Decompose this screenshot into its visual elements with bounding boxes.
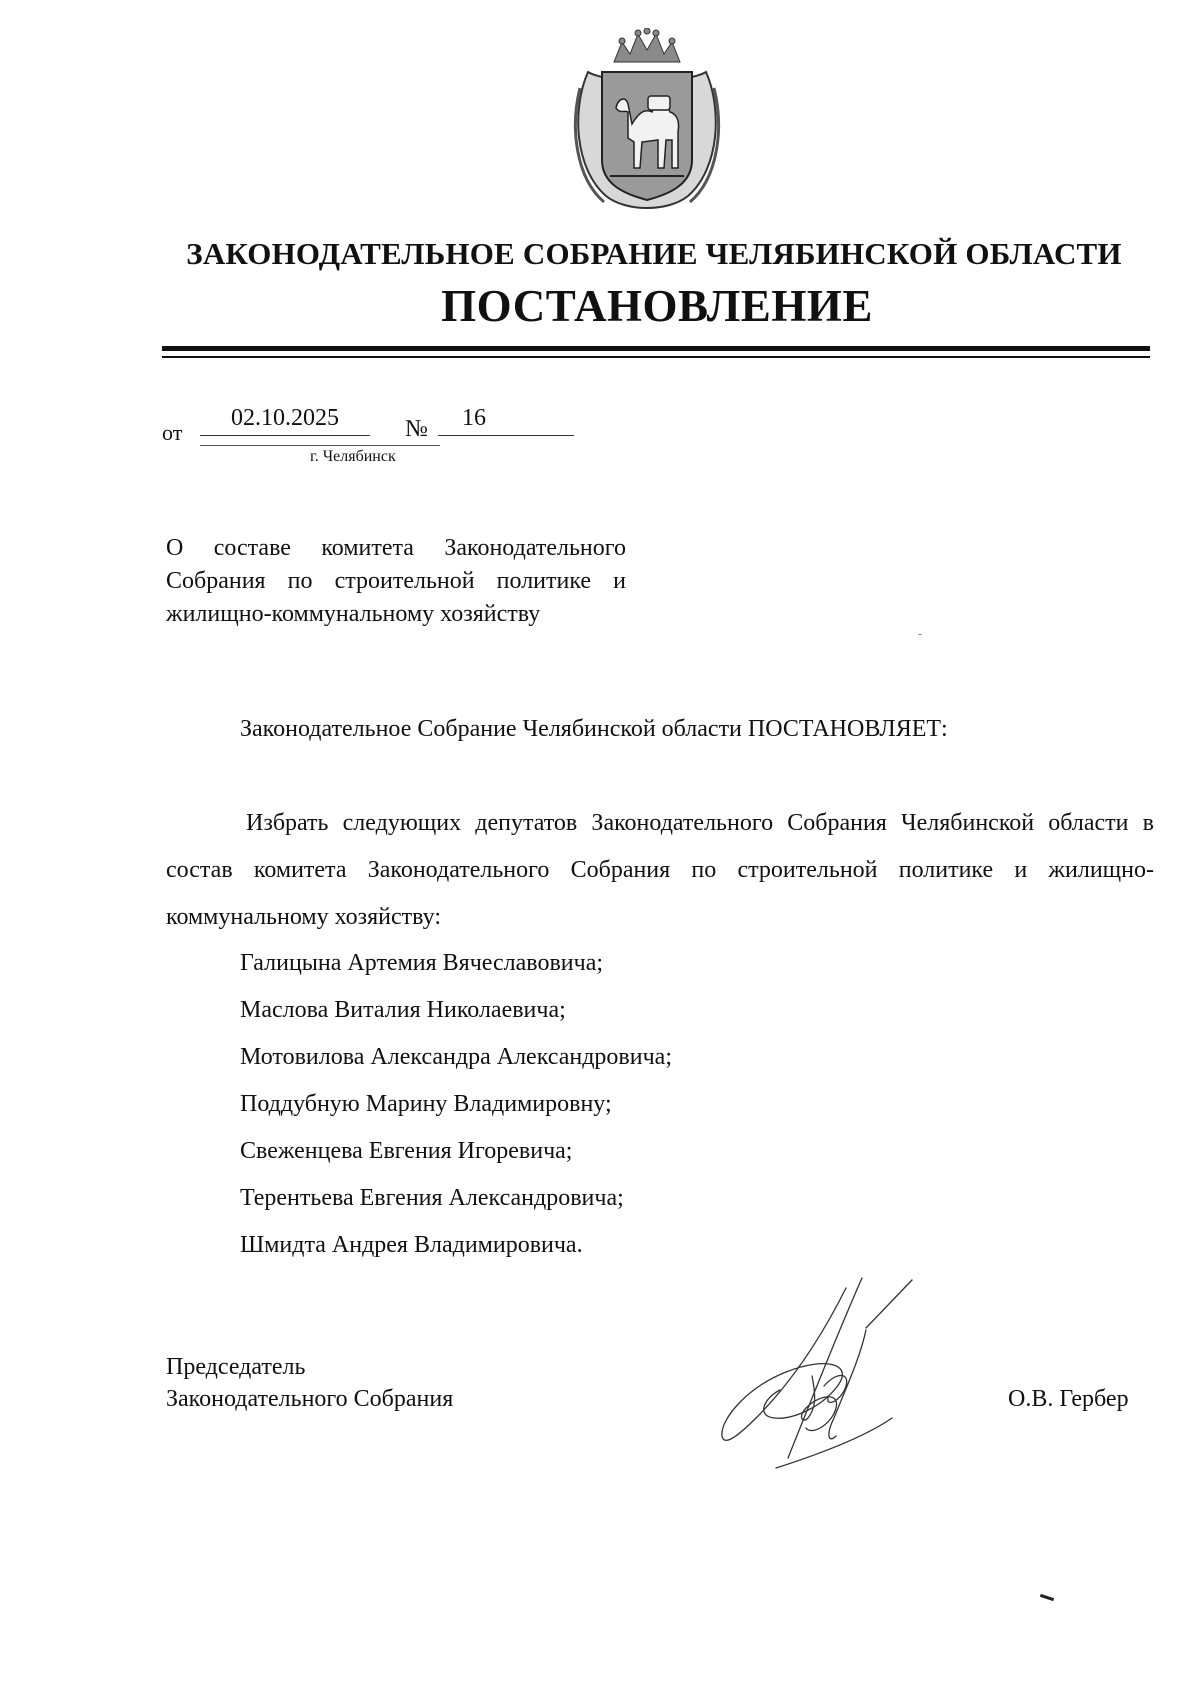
list-item: Терентьева Евгения Александровича; bbox=[240, 1185, 624, 1211]
city-label: г. Челябинск bbox=[310, 448, 396, 465]
scan-artifact bbox=[1040, 1594, 1054, 1601]
number-sign: № bbox=[405, 416, 428, 442]
header-rule-thin bbox=[162, 356, 1150, 358]
date-prefix: от bbox=[162, 420, 183, 445]
signer-title-line1: Председатель bbox=[166, 1354, 306, 1380]
scan-speck bbox=[918, 634, 922, 635]
list-item: Мотовилова Александра Александровича; bbox=[240, 1044, 672, 1070]
signer-name: О.В. Гербер bbox=[1008, 1386, 1129, 1412]
signer-title-line2: Законодательного Собрания bbox=[166, 1386, 454, 1412]
handwritten-signature bbox=[716, 1268, 946, 1478]
coat-of-arms-emblem bbox=[566, 28, 728, 218]
date-underline bbox=[200, 445, 440, 446]
resolution-body: Избрать следующих депутатов Законодательного Собрания Челябинской области в состав комитета Законодательного Собрания по строительной политике и жилищно-коммунальному хозяйству: bbox=[166, 810, 1154, 930]
list-item: Маслова Виталия Николаевича; bbox=[240, 997, 566, 1023]
list-item: Галицына Артемия Вячеславовича; bbox=[240, 950, 604, 976]
document-date: 02.10.2025 bbox=[200, 405, 370, 436]
organization-heading: ЗАКОНОДАТЕЛЬНОЕ СОБРАНИЕ ЧЕЛЯБИНСКОЙ ОБЛАСТИ bbox=[186, 236, 1122, 271]
deputies-list bbox=[240, 940, 672, 1269]
document-subject: О составе комитета Законодательного Собрания по строительной политике и жилищно-коммунальному хозяйству bbox=[166, 535, 626, 627]
header-rule-thick bbox=[162, 346, 1150, 351]
list-item: Шмидта Андрея Владимировича. bbox=[240, 1232, 583, 1258]
list-item: Поддубную Марину Владимировну; bbox=[240, 1091, 612, 1117]
document-type-heading: ПОСТАНОВЛЕНИЕ bbox=[441, 281, 873, 331]
list-item: Свеженцева Евгения Игоревича; bbox=[240, 1138, 573, 1164]
preamble: Законодательное Собрание Челябинской области ПОСТАНОВЛЯЕТ: bbox=[240, 716, 948, 742]
document-number: 16 bbox=[438, 405, 574, 436]
